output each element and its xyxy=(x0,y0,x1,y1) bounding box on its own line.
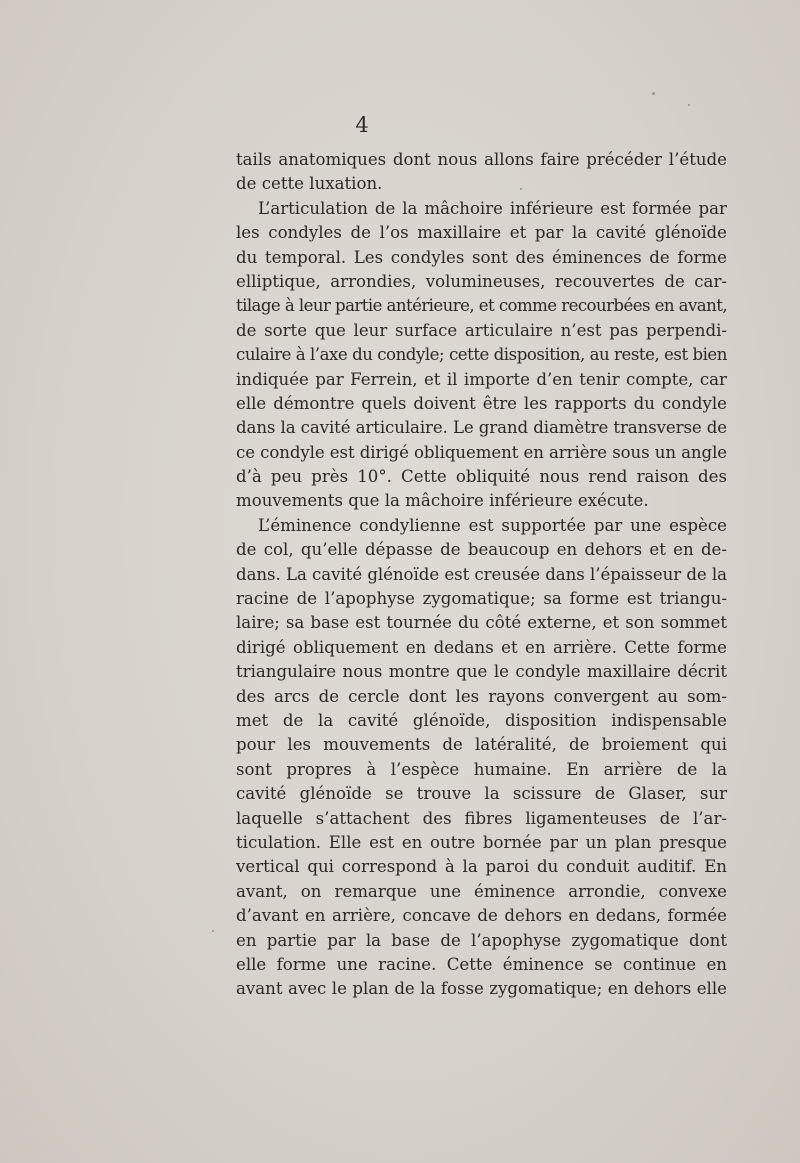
paper-speck xyxy=(212,930,214,932)
text-line: indiquée par Ferrein, et il importe d’en tenir compte, car xyxy=(236,369,727,389)
text-line: de sorte que leur surface articulaire n’est pas perpendi- xyxy=(236,320,727,340)
text-line: laquelle s’attachent des fibres ligamenteuses de l’ar- xyxy=(236,808,727,828)
text-line: dans. La cavité glénoïde est creusée dans l’épaisseur de la xyxy=(236,564,728,584)
text-line: vertical qui correspond à la paroi du conduit auditif. En xyxy=(236,857,727,877)
text-line: culaire à l’axe du condyle; cette disposition, au reste, est bien xyxy=(236,345,727,365)
text-line: met de la cavité glénoïde, disposition indispensable xyxy=(236,710,727,730)
text-line: en partie par la base de l’apophyse zygomatique dont xyxy=(236,930,727,950)
text-line: de cette luxation. xyxy=(236,174,383,194)
paper-speck xyxy=(688,104,690,106)
page-number: 4 xyxy=(355,113,369,137)
text-line: dirigé obliquement en dedans et en arrière. Cette forme xyxy=(236,637,727,657)
text-line: pour les mouvements de latéralité, de broiement qui xyxy=(236,735,727,755)
text-line: dans la cavité articulaire. Le grand diamètre transverse de xyxy=(236,418,728,438)
text-line: tilage à leur partie antérieure, et comme recourbées en avant, xyxy=(236,296,728,316)
text-line: sont propres à l’espèce humaine. En arrière de la xyxy=(236,759,727,779)
text-line: avant avec le plan de la fosse zygomatique; en dehors elle xyxy=(236,979,727,999)
text-line: elliptique, arrondies, volumineuses, recouvertes de car- xyxy=(236,271,727,291)
text-line: mouvements que la mâchoire inférieure exécute. xyxy=(236,491,649,511)
text-line: de col, qu’elle dépasse de beaucoup en dehors et en de- xyxy=(236,540,727,560)
text-line: du temporal. Les condyles sont des éminences de forme xyxy=(236,247,727,267)
text-line: laire; sa base est tournée du côté externe, et son sommet xyxy=(236,613,727,633)
body-text xyxy=(236,148,727,1002)
text-line: avant, on remarque une éminence arrondie, convexe xyxy=(236,881,727,901)
text-line: les condyles de l’os maxillaire et par la cavité glénoïde xyxy=(236,223,727,243)
text-line: cavité glénoïde se trouve la scissure de Glaser, sur xyxy=(236,784,727,804)
text-line: triangulaire nous montre que le condyle maxillaire décrit xyxy=(236,662,727,682)
text-line: ticulation. Elle est en outre bornée par un plan presque xyxy=(236,832,727,852)
text-line: ce condyle est dirigé obliquement en arrière sous un angle xyxy=(236,442,728,462)
paper-speck xyxy=(652,92,655,95)
text-line: L’articulation de la mâchoire inférieure est formée par xyxy=(258,198,727,218)
text-line: tails anatomiques dont nous allons faire précéder l’étude xyxy=(236,150,727,169)
text-line: d’à peu près 10°. Cette obliquité nous rend raison des xyxy=(236,467,727,487)
text-line: racine de l’apophyse zygomatique; sa forme est triangu- xyxy=(236,589,727,609)
text-line: d’avant en arrière, concave de dehors en dedans, formée xyxy=(236,906,727,926)
text-line: elle forme une racine. Cette éminence se continue en xyxy=(236,954,727,974)
text-line: L’éminence condylienne est supportée par une espèce xyxy=(258,515,727,535)
text-line: elle démontre quels doivent être les rapports du condyle xyxy=(236,393,727,413)
text-line: des arcs de cercle dont les rayons convergent au som- xyxy=(236,686,727,706)
